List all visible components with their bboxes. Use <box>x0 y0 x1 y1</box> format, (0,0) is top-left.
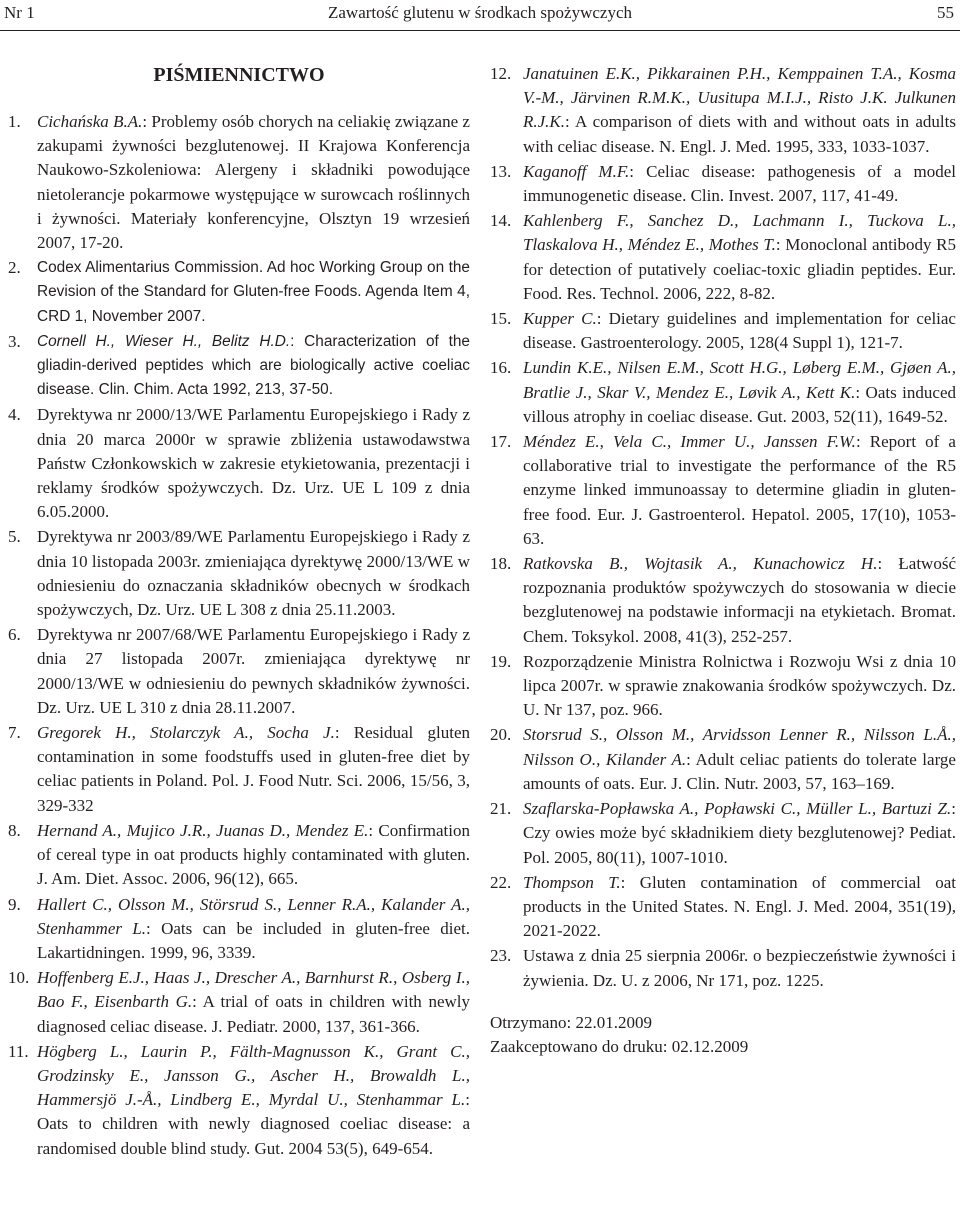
reference-number: 4. <box>8 405 21 425</box>
reference-authors: Thompson T. <box>523 872 621 892</box>
reference-details: : Oats induced villous atrophy in coeliac disease. Gut. 2003, 52(11), 1649-52. <box>523 382 956 426</box>
reference-number: 13. <box>490 161 512 181</box>
reference-details: : A comparison of diets with and without oats in adults with celiac disease. N. Engl. J. Med. 1995, 333, 1033-1037. <box>523 112 956 156</box>
reference-text <box>523 944 956 992</box>
reference-authors: Hoffenberg E.J., Haas J., Drescher A., Barnhurst R., Osberg I., Bao F., Eisenbarth G. <box>37 968 470 1012</box>
reference-number: 12. <box>490 64 512 83</box>
reference-item <box>8 525 470 622</box>
reference-item <box>490 650 956 723</box>
reference-number: 14. <box>490 211 512 231</box>
reference-number: 5. <box>8 527 21 547</box>
reference-text <box>37 330 470 403</box>
reference-details: Rozporządzenie Ministra Rolnictwa i Rozwoju Wsi z dnia 10 lipca 2007r. w sprawie znakowania środków spożywczych. Dz. U. Nr 137, poz. 966. <box>523 651 956 720</box>
reference-details: Ustawa z dnia 25 sierpnia 2006r. o bezpieczeństwie żywności i żywienia. Dz. U. z 2006, Nr 171, poz. 1225. <box>523 946 956 990</box>
reference-details: Codex Alimentarius Commission. Ad hoc Working Group on the Revision of the Standard for Gluten-free Foods. Agenda Item 4, CRD 1, November 2007. <box>37 259 470 325</box>
reference-item <box>490 62 956 159</box>
reference-number: 16. <box>490 358 512 378</box>
reference-text <box>523 871 956 944</box>
reference-text <box>523 723 956 796</box>
reference-item <box>490 871 956 944</box>
reference-number: 2. <box>8 258 21 278</box>
reference-number: 11. <box>8 1041 29 1061</box>
reference-text <box>523 62 956 159</box>
reference-item <box>8 1040 470 1161</box>
reference-number: 10. <box>8 968 30 988</box>
right-column <box>490 62 956 1059</box>
article-dates <box>490 1011 956 1059</box>
reference-text <box>37 966 470 1039</box>
reference-authors: Cornell H., Wieser H., Belitz H.D. <box>37 332 291 350</box>
reference-details: : Łatwość rozpoznania produktów spożywczych do stosowania w diecie bezglutenowej na podstawie informacji na etykietach. Bromat. Chem. Toksykol. 2008, 41(3), 252-257. <box>523 554 956 646</box>
reference-item <box>490 209 956 306</box>
reference-number: 1. <box>8 112 21 131</box>
reference-authors: Cichańska B.A. <box>37 112 143 131</box>
reference-item <box>490 307 956 355</box>
reference-details: : Oats to children with newly diagnosed coeliac disease: a randomised double blind study. Gut. 2004 53(5), 649-654. <box>37 1090 470 1158</box>
reference-text <box>37 1040 470 1161</box>
reference-details: Dyrektywa nr 2003/89/WE Parlamentu Europejskiego i Rady z dnia 10 listopada 2003r. zmieniająca dyrektywę 2000/13/WE w odniesieniu do oznaczania składników obecnych w środkach spożywczych, Dz. Urz. UE L 308 z dnia 25.11.2003. <box>37 527 470 620</box>
reference-authors: Kahlenberg F., Sanchez D., Lachmann I., Tuckova L., Tlaskalova H., Méndez E., Mothes T. <box>523 211 956 255</box>
reference-details: : Celiac disease: pathogenesis of a model immunogenetic disease. Clin. Invest. 2007, 117, 41-49. <box>523 161 956 206</box>
reference-number: 18. <box>490 554 512 574</box>
reference-number: 3. <box>8 331 21 351</box>
reference-details: Dyrektywa nr 2007/68/WE Parlamentu Europejskiego i Rady z dnia 27 listopada 2007r. zmieniająca dyrektywę nr 2000/13/WE w odniesieniu do pewnych składników żywności. Dz. Urz. UE L 310 z dnia 28.11.2007. <box>37 625 470 717</box>
reference-authors: Kupper C. <box>523 309 597 329</box>
reference-text <box>37 256 470 329</box>
page-number: 55 <box>937 3 954 22</box>
running-title: Zawartość glutenu w środkach spożywczych <box>327 3 632 22</box>
reference-item <box>490 723 956 796</box>
reference-item <box>8 330 470 403</box>
issue-number: Nr 1 <box>4 3 35 22</box>
reference-number: 19. <box>490 651 512 671</box>
reference-number: 7. <box>8 723 21 743</box>
reference-authors: Storsrud S., Olsson M., Arvidsson Lenner R., Nilsson L.Å., Nilsson O., Kilander A. <box>523 725 956 769</box>
reference-item <box>8 966 470 1039</box>
accepted-date: Zaakceptowano do druku: 02.12.2009 <box>490 1036 749 1056</box>
reference-item <box>8 721 470 818</box>
reference-details: : Report of a collaborative trial to investigate the performance of the R5 enzyme linked immunoassay to determine gliadin in gluten-free food. Eur. J. Gastroenterol. Hepatol. 2005, 17(10), 1053-63. <box>523 432 956 548</box>
reference-authors: Janatuinen E.K., Pikkarainen P.H., Kemppainen T.A., Kosma V.-M., Järvinen R.M.K., Uusitupa M.I.J., Risto J.K. Julkunen R.J.K. <box>523 64 956 132</box>
reference-details: : Gluten contamination of commercial oat products in the United States. N. Engl. J. Med. 2004, 351(19), 2021-2022. <box>523 872 956 941</box>
reference-number: 15. <box>490 309 512 329</box>
reference-authors: Hernand A., Mujico J.R., Juanas D., Mendez E. <box>37 820 369 840</box>
reference-item <box>8 110 470 255</box>
section-title: PIŚMIENNICTWO <box>153 64 325 86</box>
reference-text <box>37 721 470 818</box>
reference-number: 8. <box>8 820 21 840</box>
reference-list-right <box>490 62 956 993</box>
reference-item <box>8 893 470 966</box>
reference-text <box>523 209 956 306</box>
reference-number: 6. <box>8 625 21 645</box>
reference-text <box>523 160 956 208</box>
reference-text <box>37 623 470 720</box>
reference-text <box>523 650 956 723</box>
reference-text <box>523 356 956 429</box>
running-header <box>0 0 960 30</box>
reference-text <box>37 110 470 255</box>
reference-details: Dyrektywa nr 2000/13/WE Parlamentu Europejskiego i Rady z dnia 20 marca 2000r w sprawie zbliżenia ustawodawstwa Państw Członkowskich w zakresie etykietowania, prezentacji i reklamy środków spożywczych. Dz. Urz. UE L 109 z dnia 6.05.2000. <box>37 405 470 522</box>
reference-item <box>8 403 470 524</box>
reference-text <box>37 403 470 524</box>
reference-item <box>490 552 956 649</box>
reference-details: : Dietary guidelines and implementation for celiac disease. Gastroenterology. 2005, 128(4 Suppl 1), 121-7. <box>523 309 956 353</box>
reference-number: 23. <box>490 946 512 966</box>
reference-number: 21. <box>490 799 512 819</box>
reference-number: 20. <box>490 725 512 745</box>
reference-text <box>37 819 470 892</box>
reference-authors: Kaganoff M.F. <box>523 161 630 181</box>
reference-number: 9. <box>8 894 21 914</box>
header-rule <box>0 30 960 31</box>
reference-item <box>490 160 956 208</box>
reference-details: : Monoclonal antibody R5 for detection of putatively coeliac-toxic gliadin peptides. Eur. Food. Res. Technol. 2006, 222, 8-82. <box>523 235 956 303</box>
reference-item <box>8 256 470 329</box>
reference-authors: Ratkovska B., Wojtasik A., Kunachowicz H. <box>523 554 878 574</box>
reference-text <box>37 525 470 622</box>
reference-list-left <box>8 110 470 1161</box>
reference-item <box>8 623 470 720</box>
reference-details: : Adult celiac patients do tolerate large amounts of oats. Eur. J. Clin. Nutr. 2003, 57, 163–169. <box>523 749 956 793</box>
reference-details: : Residual gluten contamination in some foodstuffs used in gluten-free diet by celiac patients in Poland. Pol. J. Food Nutr. Sci. 2006, 15/56, 3, 329-332 <box>37 723 470 815</box>
reference-item <box>490 430 956 551</box>
reference-item <box>490 797 956 870</box>
reference-details: : A trial of oats in children with newly diagnosed celiac disease. J. Pediatr. 2000, 137, 361-366. <box>37 992 470 1036</box>
reference-item <box>490 944 956 992</box>
reference-text <box>523 307 956 355</box>
reference-text <box>523 797 956 870</box>
reference-authors: Szaflarska-Popławska A., Popławski C., Müller L., Bartuzi Z. <box>523 799 952 819</box>
reference-text <box>523 430 956 551</box>
reference-authors: Méndez E., Vela C., Immer U., Janssen F.W. <box>523 432 856 452</box>
reference-details: : Confirmation of cereal type in oat products highly contaminated with gluten. J. Am. Diet. Assoc. 2006, 96(12), 665. <box>37 820 470 889</box>
reference-authors: Hallert C., Olsson M., Störsrud S., Lenner R.A., Kalander A., Stenhammer L. <box>37 894 470 938</box>
reference-details: : Czy owies może być składnikiem diety bezglutenowej? Pediat. Pol. 2005, 80(11), 1007-1010. <box>523 799 956 867</box>
reference-details: : Oats can be included in gluten-free diet. Lakartidningen. 1999, 96, 3339. <box>37 918 470 962</box>
reference-text <box>37 893 470 966</box>
reference-details: : Problemy osób chorych na celiakię związane z zakupami żywności bezglutenowej. II Krajowa Konferencja Naukowo-Szkoleniowa: Alergeny i składniki powodujące nietolerancje pokarmowe występujące w surowcach roślinnych i żywności. Materiały konferencyjne, Olsztyn 19 wrzesień 2007, 17-20. <box>37 112 470 253</box>
reference-authors: Lundin K.E., Nilsen E.M., Scott H.G., Løberg E.M., Gjøen A., Bratlie J., Skar V., Mendez E., Løvik A., Kett K. <box>523 358 956 402</box>
reference-authors: Gregorek H., Stolarczyk A., Socha J. <box>37 723 335 743</box>
reference-number: 17. <box>490 432 512 452</box>
reference-text <box>523 552 956 649</box>
reference-item <box>8 819 470 892</box>
reference-number: 22. <box>490 872 512 892</box>
reference-authors: Högberg L., Laurin P., Fälth-Magnusson K., Grant C., Grodzinsky E., Jansson G., Ascher H., Browaldh L., Hammersjö J.-Å., Lindberg E., Myrdal U., Stenhammar L. <box>37 1041 470 1110</box>
left-column <box>8 62 470 1162</box>
reference-item <box>490 356 956 429</box>
reference-details: : Characterization of the gliadin-derived peptides which are biologically active coeliac disease. Clin. Chim. Acta 1992, 213, 37-50. <box>37 332 470 399</box>
received-date: Otrzymano: 22.01.2009 <box>490 1012 652 1032</box>
